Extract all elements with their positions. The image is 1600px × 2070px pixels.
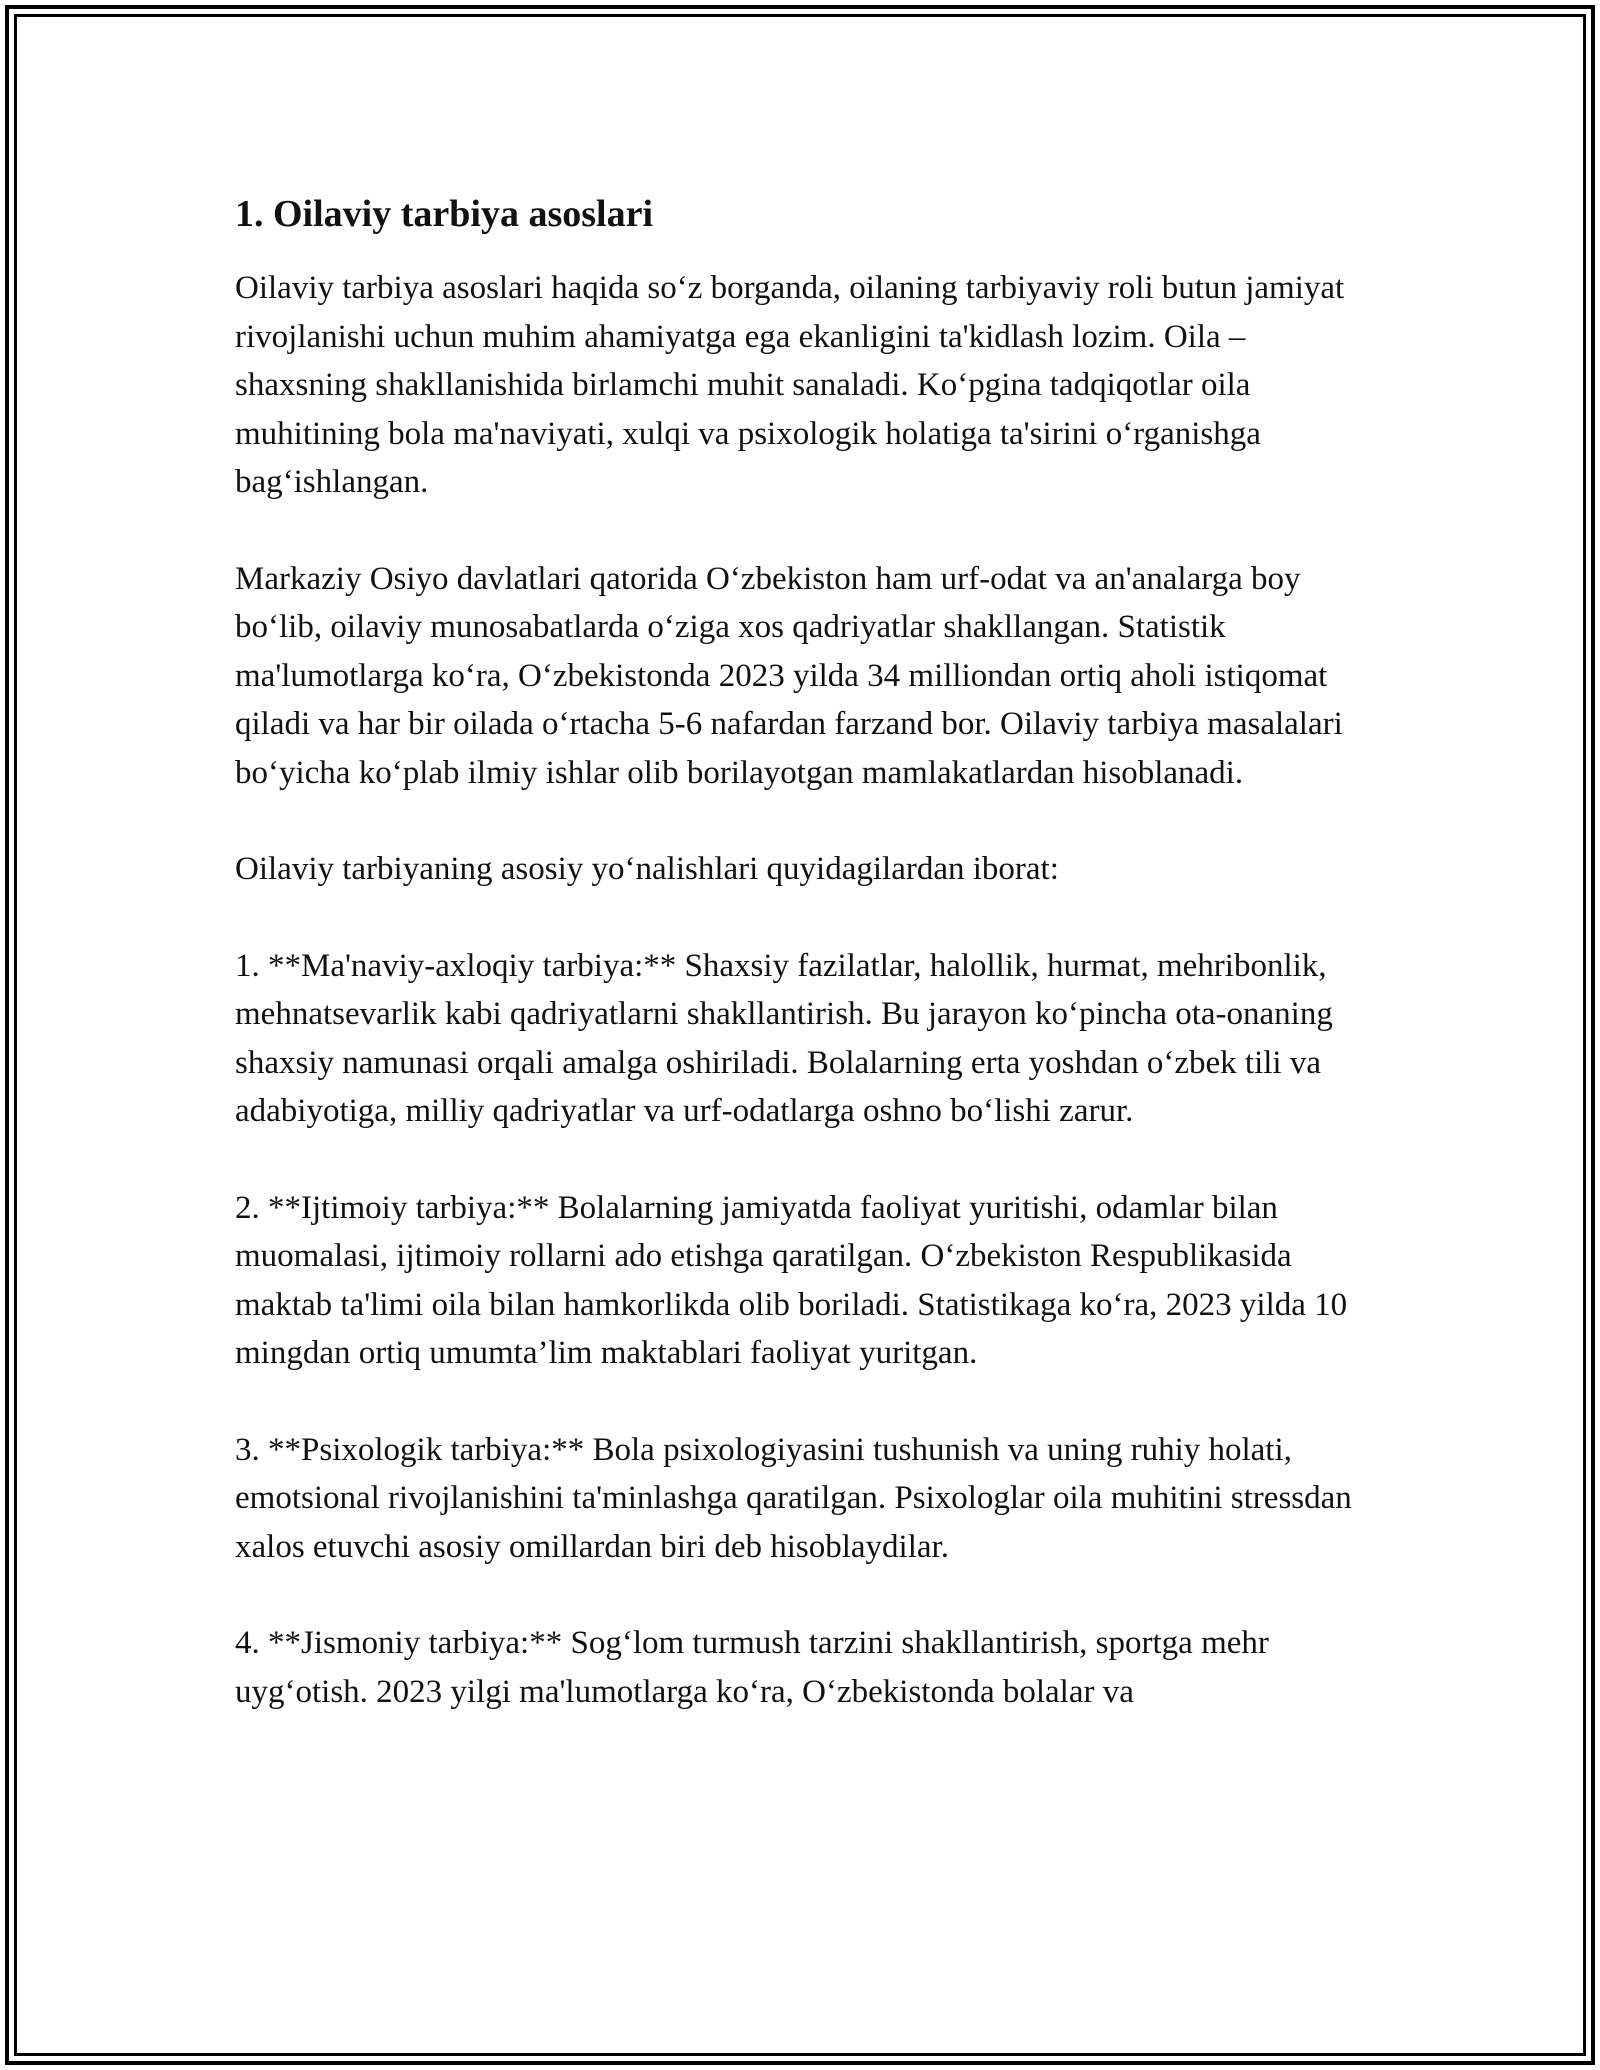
list-item-moral-education: 1. **Ma'naviy-axloqiy tarbiya:** Shaxsiy fazilatlar, halollik, hurmat, mehribonlik, mehnatsevarlik kabi qadriyatlarni shakllantirish. Bu jarayon ko‘pincha ota-onaning shaxsiy namunasi orqali amalga oshiriladi. Bolalarning erta yoshdan o‘zbek tili va adabiyotiga, milliy qadriyatlar va urf-odatlarga oshno bo‘lishi zarur. [235, 947, 1333, 1129]
paragraph-uzbekistan-context: Markaziy Osiyo davlatlari qatorida O‘zbekiston ham urf-odat va an'analarga boy bo‘lib, oilaviy munosabatlarda o‘ziga xos qadriyatlar shakllangan. Statistik ma'lumotlarga ko‘ra, O‘zbekistonda 2023 yilda 34 milliondan ortiq aholi istiqomat qiladi va har bir oilada o‘rtacha 5-6 nafardan farzand bor. Oilaviy tarbiya masalalari bo‘yicha ko‘plab ilmiy ishlar olib borilayotgan mamlakatlardan hisoblanadi. [235, 560, 1343, 791]
list-item-social-education: 2. **Ijtimoiy tarbiya:** Bolalarning jamiyatda faoliyat yuritishi, odamlar bilan muomalasi, ijtimoiy rollarni ado etishga qaratilgan. O‘zbekiston Respublikasida maktab ta'limi oila bilan hamkorlikda olib boriladi. Statistikaga ko‘ra, 2023 yilda 10 mingdan ortiq umumta’lim maktablari faoliyat yuritgan. [235, 1189, 1348, 1371]
list-item-physical-education: 4. **Jismoniy tarbiya:** Sog‘lom turmush tarzini shakllantirish, sportga mehr uyg‘otish. 2023 yilgi ma'lumotlarga ko‘ra, O‘zbekistonda bolalar va [235, 1625, 1269, 1710]
section-heading: 1. Oilaviy tarbiya asoslari [235, 193, 653, 235]
list-item-psychological-education: 3. **Psixologik tarbiya:** Bola psixologiyasini tushunish va uning ruhiy holati, emotsional rivojlanishini ta'minlashga qaratilgan. Psixologlar oila muhitini stressdan xalos etuvchi asosiy omillardan biri deb hisoblaydilar. [235, 1431, 1352, 1565]
paragraph-directions-intro: Oilaviy tarbiyaning asosiy yo‘nalishlari quyidagilardan iborat: [235, 851, 1059, 887]
document-body [235, 180, 1375, 1764]
paragraph-intro: Oilaviy tarbiya asoslari haqida so‘z borganda, oilaning tarbiyaviy roli butun jamiyat rivojlanishi uchun muhim ahamiyatga ega ekanligini ta'kidlash lozim. Oila – shaxsning shakllanishida birlamchi muhit sanaladi. Ko‘pgina tadqiqotlar oila muhitining bola ma'naviyati, xulqi va psixologik holatiga ta'sirini o‘rganishga bag‘ishlangan. [235, 270, 1345, 500]
